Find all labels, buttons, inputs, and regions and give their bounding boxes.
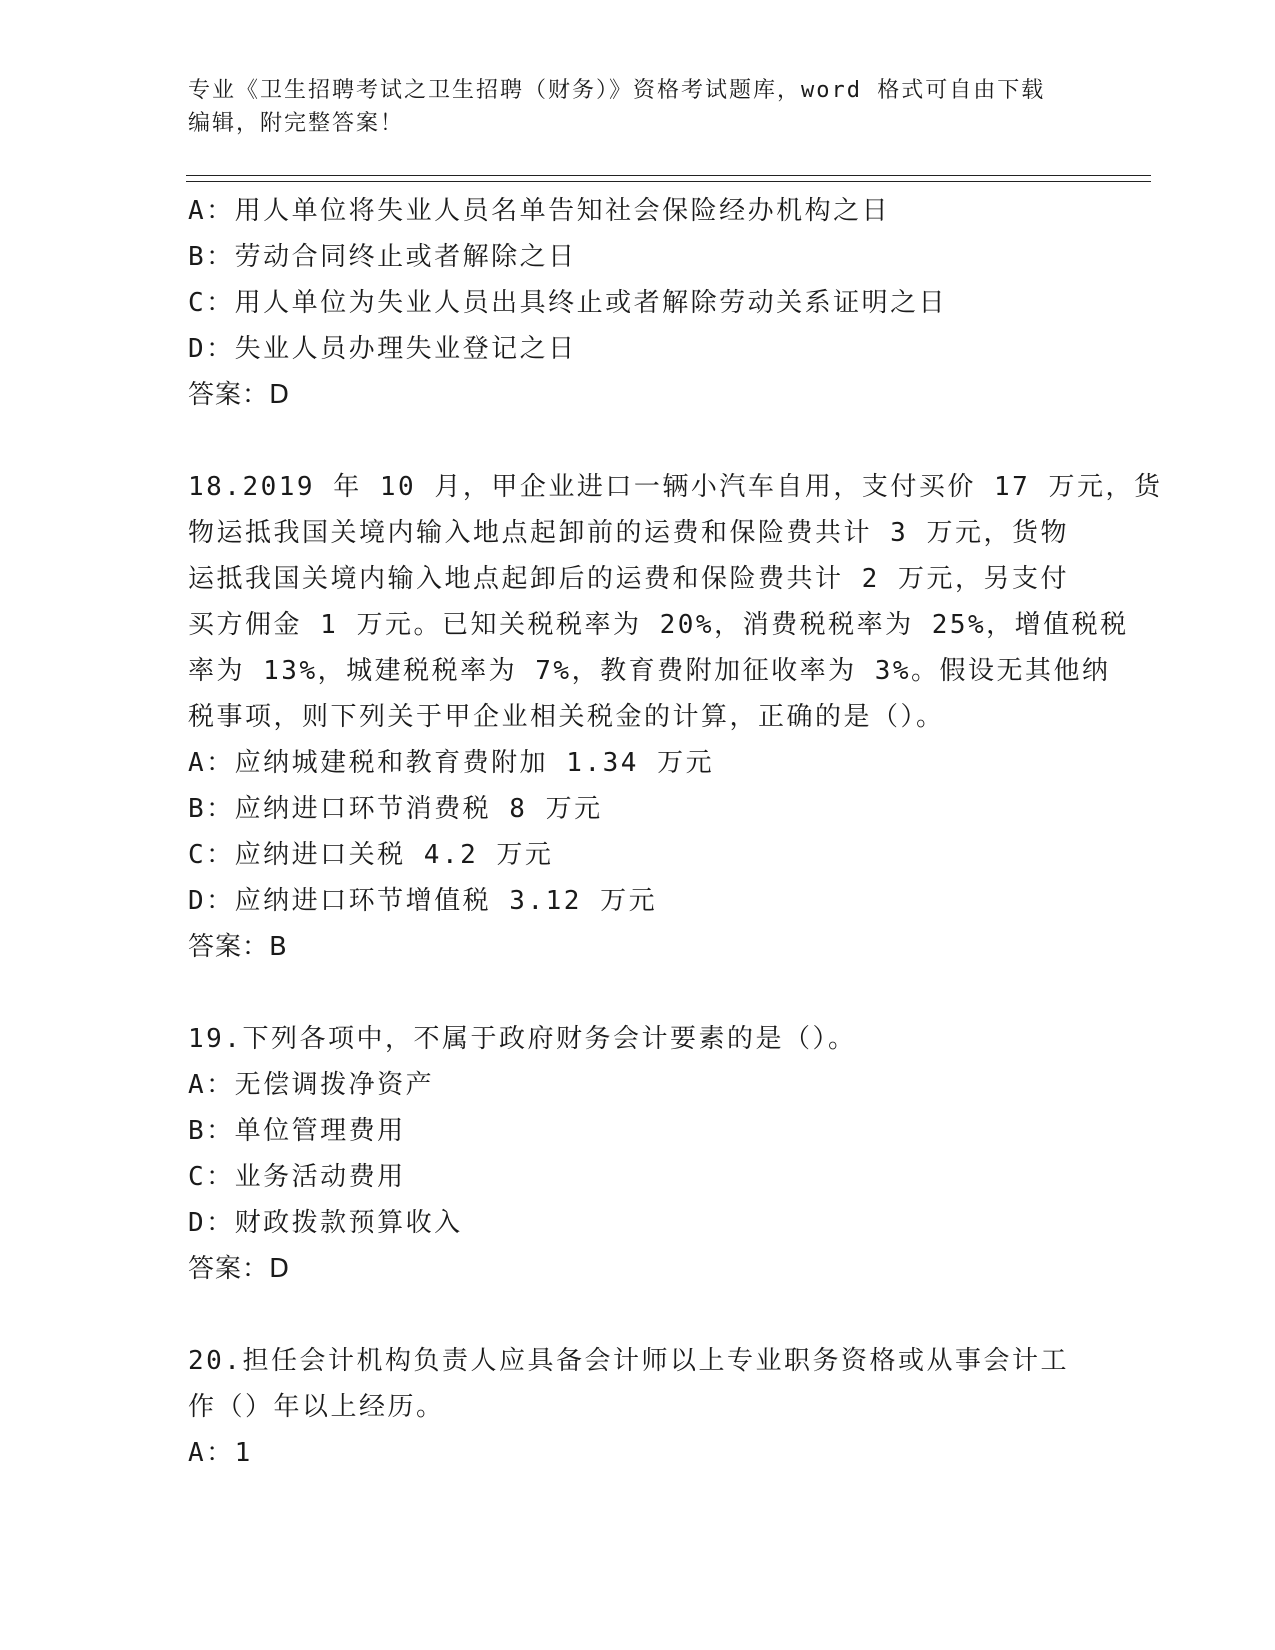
answer: 答案：B [188, 932, 288, 962]
question-stem-line: 物运抵我国关境内输入地点起卸前的运费和保险费共计 3 万元，货物 [188, 518, 1069, 548]
question-stem-line: 率为 13%，城建税税率为 7%，教育费附加征收率为 3%。假设无其他纳 [188, 656, 1111, 686]
option-d: D：财政拨款预算收入 [188, 1208, 463, 1238]
option-d: D：失业人员办理失业登记之日 [188, 334, 577, 364]
question-20 [188, 1338, 1088, 1476]
option-c: C：用人单位为失业人员出具终止或者解除劳动关系证明之日 [188, 288, 948, 318]
document-header [188, 74, 1068, 140]
option-b: B：劳动合同终止或者解除之日 [188, 242, 577, 272]
answer: 答案：D [188, 380, 291, 410]
question-stem-line: 运抵我国关境内输入地点起卸后的运费和保险费共计 2 万元，另支付 [188, 564, 1069, 594]
answer: 答案：D [188, 1254, 291, 1284]
header-line-2: 编辑，附完整答案！ [188, 111, 405, 136]
option-c: C：应纳进口关税 4.2 万元 [188, 840, 554, 870]
question-18 [188, 464, 1163, 970]
option-d: D：应纳进口环节增值税 3.12 万元 [188, 886, 658, 916]
header-line-1: 专业《卫生招聘考试之卫生招聘（财务）》资格考试题库，word 格式可自由下载 [188, 78, 1046, 103]
option-a: A：应纳城建税和教育费附加 1.34 万元 [188, 748, 715, 778]
question-stem-line: 税事项，则下列关于甲企业相关税金的计算，正确的是（）。 [188, 702, 945, 732]
question-stem-line: 买方佣金 1 万元。已知关税税率为 20%，消费税税率为 25%，增值税税 [188, 610, 1129, 640]
question-content [188, 188, 1163, 1476]
header-divider-top [186, 175, 1151, 176]
option-a: A：无偿调拨净资产 [188, 1070, 435, 1100]
header-divider-bottom [186, 181, 1151, 182]
question-17 [188, 188, 1088, 418]
option-c: C：业务活动费用 [188, 1162, 406, 1192]
option-a: A：1 [188, 1438, 253, 1468]
option-b: B：单位管理费用 [188, 1116, 406, 1146]
option-b: B：应纳进口环节消费税 8 万元 [188, 794, 603, 824]
question-stem-line: 19.下列各项中，不属于政府财务会计要素的是（）。 [188, 1024, 857, 1054]
question-stem-line: 18.2019 年 10 月，甲企业进口一辆小汽车自用，支付买价 17 万元，货 [188, 472, 1163, 502]
question-stem-line: 20.担任会计机构负责人应具备会计师以上专业职务资格或从事会计工 [188, 1346, 1069, 1376]
question-stem-line: 作（）年以上经历。 [188, 1392, 445, 1422]
question-19 [188, 1016, 1088, 1292]
option-a: A：用人单位将失业人员名单告知社会保险经办机构之日 [188, 196, 891, 226]
